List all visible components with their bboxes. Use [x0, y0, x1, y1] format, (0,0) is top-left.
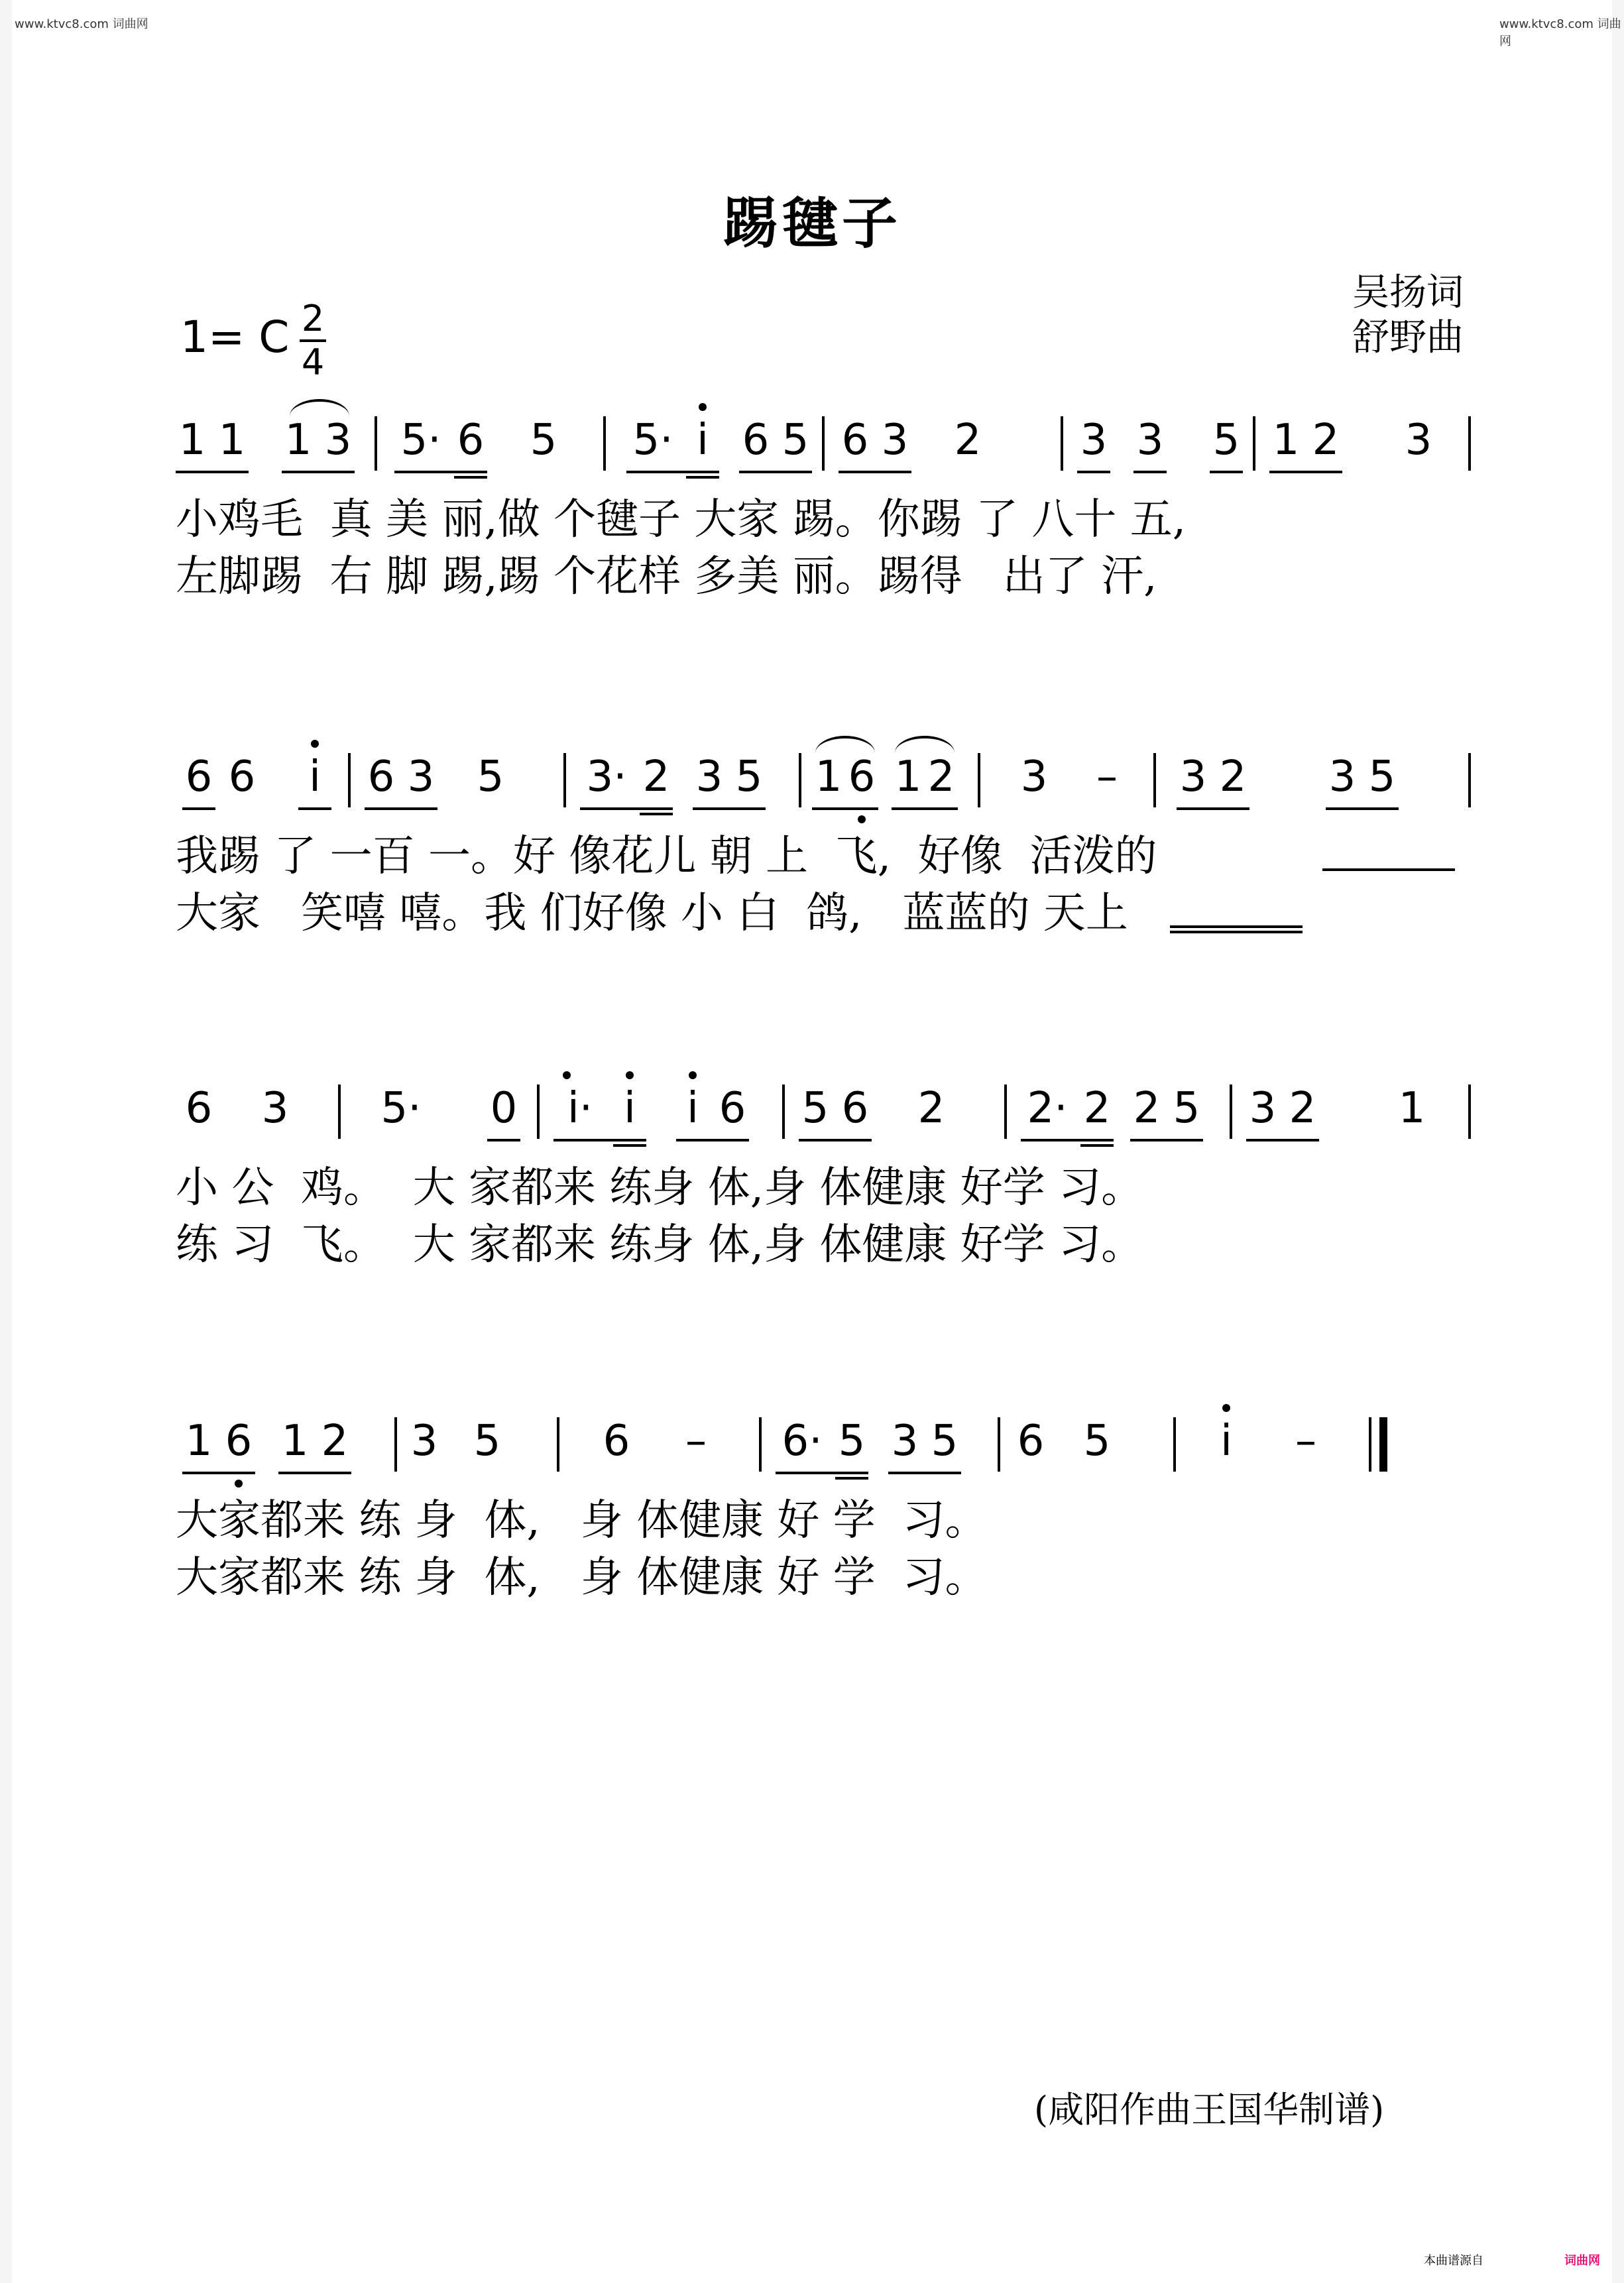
barline: [557, 1417, 559, 1472]
credits: [1352, 270, 1464, 361]
lyrics-verse-2: 练 习 飞。 大 家都来 练身 体,身 体健康 好学 习。: [176, 1220, 1144, 1269]
beam: [626, 471, 719, 473]
beam: [282, 471, 355, 473]
note: 3: [881, 416, 909, 465]
beam: [839, 471, 911, 473]
octave-dot: [699, 403, 707, 411]
lyrics-verse-1: 小鸡毛 真 美 丽,做 个毽子 大家 踢。你踢 了 八十 五,: [176, 495, 1187, 544]
barline: [1369, 1417, 1371, 1472]
note: 1: [284, 416, 312, 465]
beam: [278, 1472, 351, 1474]
beam: [640, 813, 673, 815]
note: 3: [407, 752, 435, 801]
note: –: [1096, 752, 1118, 801]
note: 6: [848, 752, 876, 801]
octave-dot: [563, 1071, 571, 1079]
barline: [782, 1084, 785, 1139]
barline: [759, 1417, 762, 1472]
barline: [375, 416, 377, 471]
barline: [603, 416, 606, 471]
lyrics-verse-2: 大家 笑嘻 嘻。我 们好像 小 白 鸽, 蓝蓝的 天上: [176, 889, 1128, 938]
note: i: [697, 416, 709, 465]
note: 6: [367, 752, 395, 801]
beam: [580, 807, 673, 810]
beam: [394, 471, 487, 473]
note: 2: [917, 1084, 945, 1133]
slur: [895, 736, 955, 753]
note: 5: [1083, 1417, 1111, 1466]
octave-dot: [689, 1071, 697, 1079]
note: 1: [1398, 1084, 1426, 1133]
beam: [1077, 471, 1110, 473]
time-signature: [300, 300, 326, 382]
note: 2: [1312, 416, 1340, 465]
page-title: 踢毽子: [722, 190, 901, 256]
note: 6: [1017, 1417, 1045, 1466]
right-margin-strip: [1612, 0, 1624, 2283]
beam: [298, 807, 331, 810]
note: 3: [1405, 416, 1432, 465]
note: 6: [225, 1417, 253, 1466]
note: 6: [742, 416, 770, 465]
note: 6: [185, 752, 213, 801]
beam: [892, 807, 958, 810]
beam: [888, 1472, 961, 1474]
barline: [1153, 753, 1156, 807]
composer-credit: 舒野曲: [1352, 316, 1464, 359]
barline: [1173, 1417, 1176, 1472]
beam: [1210, 471, 1243, 473]
lyrics-verse-1: 我踢 了 一百 一。好 像花儿 朝 上 飞, 好像 活泼的: [176, 832, 1157, 881]
header-url-right: www.ktvc8.com 词曲网: [1499, 17, 1621, 48]
note: 3: [324, 416, 352, 465]
barline: [1468, 416, 1471, 471]
note: 5·: [380, 1084, 422, 1133]
note: 6: [603, 1417, 630, 1466]
note: 3·: [586, 752, 627, 801]
note: –: [685, 1417, 707, 1466]
barline: [822, 416, 825, 471]
lyric-underline: [1170, 931, 1303, 933]
note: 5: [838, 1417, 866, 1466]
notes-row-1: [176, 412, 1485, 479]
beam: [1130, 1139, 1203, 1142]
barline: [998, 1417, 1000, 1472]
beam: [676, 1139, 749, 1142]
time-signature-bottom: 4: [301, 341, 325, 383]
beam: [812, 807, 878, 810]
final-barline: [1379, 1417, 1387, 1472]
note: 3: [695, 752, 723, 801]
note: 6: [228, 752, 256, 801]
note: 6·: [782, 1417, 823, 1466]
note: 6: [841, 416, 869, 465]
note: 5: [530, 416, 557, 465]
octave-dot: [311, 740, 319, 748]
note: i: [624, 1084, 636, 1133]
note: 2: [321, 1417, 349, 1466]
beam: [739, 471, 812, 473]
note: 2·: [1027, 1084, 1068, 1133]
beam: [799, 1139, 872, 1142]
lyric-underline: [1170, 925, 1303, 928]
note: 2: [1133, 1084, 1161, 1133]
note: i: [687, 1084, 699, 1133]
notes-row-2: [176, 749, 1485, 815]
note: 3: [1328, 752, 1356, 801]
lyrics-verse-1: 大家都来 练 身 体, 身 体健康 好 学 习。: [176, 1496, 988, 1545]
note: 3: [891, 1417, 919, 1466]
barline: [799, 753, 801, 807]
note: 5: [1173, 1084, 1200, 1133]
note: 2: [1219, 752, 1247, 801]
note: 3: [1080, 416, 1108, 465]
note: 5: [477, 752, 504, 801]
lyric-underline: [1322, 868, 1455, 871]
beam: [365, 807, 437, 810]
beam: [1021, 1139, 1114, 1142]
note: 3: [1136, 416, 1164, 465]
barline: [1061, 416, 1063, 471]
note: 5: [735, 752, 763, 801]
beam: [553, 1139, 646, 1142]
barline: [1230, 1084, 1232, 1139]
barline: [338, 1084, 341, 1139]
lyrics-verse-2: 大家都来 练 身 体, 身 体健康 好 学 习。: [176, 1553, 988, 1602]
note: i: [309, 752, 321, 801]
beam: [686, 476, 719, 479]
beam: [613, 1144, 646, 1147]
left-margin-strip: [0, 0, 12, 2283]
note: 3: [1179, 752, 1207, 801]
barline: [537, 1084, 540, 1139]
barline: [1468, 753, 1471, 807]
source-label: 本曲谱源自: [1424, 2254, 1483, 2268]
beam: [182, 1472, 255, 1474]
note: 5: [782, 416, 809, 465]
notes-row-4: [176, 1413, 1485, 1480]
time-signature-top: 2: [301, 298, 325, 339]
note: 1: [894, 752, 922, 801]
note: 6: [185, 1084, 213, 1133]
note: 6: [719, 1084, 746, 1133]
note: 5·: [400, 416, 441, 465]
note: 6: [841, 1084, 869, 1133]
note: 5: [1368, 752, 1396, 801]
beam: [1269, 471, 1342, 473]
note: 3: [261, 1084, 289, 1133]
header-url-left: www.ktvc8.com 词曲网: [15, 17, 148, 31]
barline: [978, 753, 980, 807]
note: 5: [473, 1417, 501, 1466]
note: 5: [1212, 416, 1240, 465]
beam: [693, 807, 766, 810]
note: 3: [1020, 752, 1048, 801]
note: i: [1220, 1417, 1232, 1466]
beam: [1133, 471, 1167, 473]
note: 2: [927, 752, 955, 801]
note: 2: [954, 416, 982, 465]
barline: [563, 753, 566, 807]
note: 2: [642, 752, 670, 801]
note: 5·: [632, 416, 673, 465]
beam: [182, 807, 215, 810]
barline: [394, 1417, 397, 1472]
beam: [776, 1472, 868, 1474]
note: 3: [1249, 1084, 1277, 1133]
note: 2: [1083, 1084, 1111, 1133]
note: 1: [218, 416, 246, 465]
beam: [1177, 807, 1249, 810]
octave-dot: [1222, 1404, 1230, 1412]
note: –: [1295, 1417, 1316, 1466]
barline: [1004, 1084, 1007, 1139]
lyrics-verse-1: 小 公 鸡。 大 家都来 练身 体,身 体健康 好学 习。: [176, 1163, 1144, 1212]
note: 5: [931, 1417, 958, 1466]
beam: [1326, 807, 1399, 810]
note: 5: [801, 1084, 829, 1133]
slur: [815, 736, 875, 753]
note: 1: [281, 1417, 309, 1466]
beam: [1246, 1139, 1319, 1142]
beam: [487, 1139, 520, 1142]
beam: [454, 476, 487, 479]
note: i·: [567, 1084, 593, 1133]
note: 1: [815, 752, 842, 801]
beam: [1080, 1144, 1114, 1147]
lyricist-credit: 吴扬词: [1352, 271, 1464, 314]
barline: [1253, 416, 1255, 471]
notes-row-3: [176, 1081, 1485, 1147]
note: 2: [1289, 1084, 1316, 1133]
barline: [348, 753, 351, 807]
slur: [290, 399, 349, 416]
note: 3: [410, 1417, 438, 1466]
note: 1: [1272, 416, 1300, 465]
note: 6: [457, 416, 485, 465]
key-signature: 1= C: [180, 312, 290, 363]
lyrics-verse-2: 左脚踢 右 脚 踢,踢 个花样 多美 丽。踢得 出了 汗,: [176, 552, 1157, 601]
octave-dot: [626, 1071, 634, 1079]
beam: [835, 1477, 868, 1480]
transcriber-credit: (咸阳作曲王国华制谱): [1034, 2089, 1385, 2131]
note: 0: [490, 1084, 518, 1133]
beam: [176, 471, 249, 473]
barline: [1468, 1084, 1471, 1139]
note: 1: [178, 416, 206, 465]
site-logo-text: 词曲网: [1564, 2254, 1600, 2268]
note: 1: [185, 1417, 213, 1466]
